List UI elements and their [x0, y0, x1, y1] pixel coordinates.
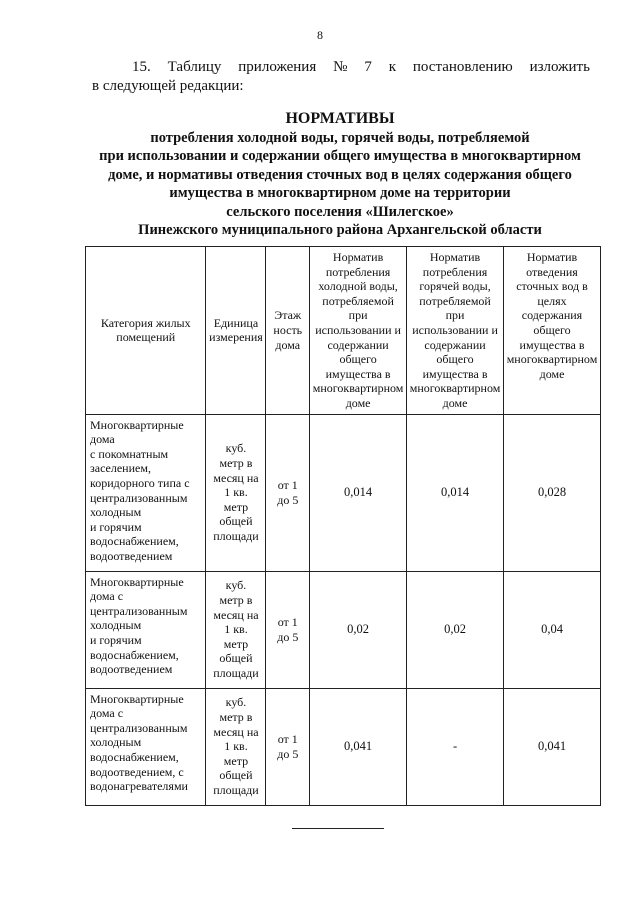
cell-cold-water: 0,041	[310, 688, 407, 805]
intro-paragraph	[92, 58, 590, 96]
cell-unit	[206, 688, 266, 805]
cell-cold-water: 0,02	[310, 571, 407, 688]
cell-unit-line: площади	[213, 529, 259, 544]
cell-unit-line: площади	[213, 783, 259, 798]
cell-category-line: с покомнатным	[90, 446, 169, 461]
header-category: Категория жилых помещений	[86, 247, 206, 415]
cell-category-line: водоснабжением,	[90, 749, 179, 764]
cell-unit-line: месяц на	[213, 724, 259, 739]
cell-category-line: дома	[90, 432, 115, 447]
heading-line: имущества в многоквартирном доме на территории	[169, 185, 511, 201]
heading-line: сельского поселения «Шилегское»	[226, 203, 454, 220]
document-heading	[80, 110, 600, 240]
cell-unit-line: метр в	[219, 456, 253, 471]
header-floors: Этаж ность дома	[266, 247, 310, 415]
cell-category-line: водоснабжением,	[90, 647, 179, 662]
cell-unit	[206, 414, 266, 571]
cell-floors-line: до 5	[277, 492, 299, 507]
cell-sewage: 0,028	[504, 414, 601, 571]
cell-floors-line: от 1	[277, 731, 298, 746]
heading-line: Пинежского муниципального района Архангельской области	[138, 222, 542, 238]
cell-unit-line: метр	[223, 753, 249, 768]
cell-floors	[266, 688, 310, 805]
cell-category-line: Многоквартирные	[90, 691, 184, 706]
cell-floors	[266, 414, 310, 571]
cell-category-line: дома с	[90, 589, 124, 604]
cell-hot-water: 0,02	[407, 571, 504, 688]
cell-floors-line: до 5	[277, 746, 299, 761]
header-cold-water-norm: Норматив потребления холодной воды, потребляемой при использовании и содержании общего имущества в многоквартирном доме	[310, 247, 407, 415]
cell-unit-line: общей	[219, 514, 253, 529]
cell-unit-line: куб.	[225, 695, 247, 710]
cell-floors-line: от 1	[277, 477, 298, 492]
cell-unit-line: куб.	[225, 441, 247, 456]
cell-category-line: Многоквартирные	[90, 574, 184, 589]
cell-unit-line: метр в	[219, 593, 253, 608]
page-number: 8	[317, 28, 323, 42]
cell-hot-water: 0,014	[407, 414, 504, 571]
cell-unit-line: 1 кв.	[224, 739, 248, 754]
cell-unit	[206, 571, 266, 688]
cell-unit-line: общей	[219, 651, 253, 666]
cell-category-line: централизованным	[90, 720, 188, 735]
cell-unit-line: месяц на	[213, 470, 259, 485]
closing-rule	[292, 828, 384, 829]
cell-floors-line: до 5	[277, 629, 299, 644]
cell-floors	[266, 571, 310, 688]
heading-line: доме, и нормативы отведения сточных вод в целях содержания общего	[108, 166, 572, 183]
cell-unit-line: 1 кв.	[224, 485, 248, 500]
intro-word: постановлению	[412, 59, 513, 75]
cell-cold-water: 0,014	[310, 414, 407, 571]
cell-unit-line: метр в	[219, 710, 253, 725]
intro-word: приложения	[238, 59, 317, 75]
cell-category	[86, 414, 206, 571]
cell-category-line: и горячим	[90, 519, 142, 534]
cell-category-line: холодным	[90, 505, 142, 520]
heading-line: потребления холодной воды, горячей воды, потребляемой	[150, 129, 530, 146]
table-header-row	[86, 247, 601, 415]
cell-sewage: 0,04	[504, 571, 601, 688]
table-row	[86, 688, 601, 805]
cell-category-line: централизованным	[90, 490, 188, 505]
cell-unit-line: месяц на	[213, 607, 259, 622]
intro-word: 15.	[132, 59, 151, 75]
table-row	[86, 571, 601, 688]
heading-line: при использовании и содержании общего имущества в многоквартирном	[99, 148, 581, 164]
cell-sewage: 0,041	[504, 688, 601, 805]
cell-floors-line: от 1	[277, 614, 298, 629]
cell-category-line: дома с	[90, 706, 124, 721]
cell-unit-line: метр	[223, 636, 249, 651]
intro-word: изложить	[529, 59, 590, 75]
intro-word: 7	[364, 59, 372, 75]
cell-category-line: холодным	[90, 735, 142, 750]
cell-category-line: водоотведением, с	[90, 764, 184, 779]
cell-hot-water: -	[407, 688, 504, 805]
cell-unit-line: 1 кв.	[224, 622, 248, 637]
cell-unit-line: куб.	[225, 578, 247, 593]
cell-category-line: водоотведением	[90, 548, 173, 563]
cell-category-line: водоотведением	[90, 662, 173, 677]
cell-category	[86, 571, 206, 688]
cell-unit-line: общей	[219, 768, 253, 783]
cell-category-line: холодным	[90, 618, 142, 633]
cell-category-line: коридорного типа с	[90, 475, 190, 490]
intro-line-1	[92, 58, 590, 77]
header-hot-water-norm: Норматив потребления горячей воды, потребляемой при использовании и содержании общего имущества в многоквартирном доме	[407, 247, 504, 415]
cell-unit-line: метр	[223, 499, 249, 514]
cell-category-line: и горячим	[90, 632, 142, 647]
cell-category-line: водонагревателями	[90, 779, 188, 794]
intro-line-2: в следующей редакции:	[92, 78, 244, 94]
cell-category-line: водоснабжением,	[90, 534, 179, 549]
heading-title: НОРМАТИВЫ	[285, 110, 395, 127]
intro-word: Таблицу	[167, 59, 222, 75]
header-sewage-norm: Норматив отведения сточных вод в целях содержания общего имущества в многоквартирном доме	[504, 247, 601, 415]
cell-category-line: заселением,	[90, 461, 151, 476]
cell-category-line: Многоквартирные	[90, 417, 184, 432]
intro-word: №	[333, 59, 348, 75]
cell-category	[86, 688, 206, 805]
cell-unit-line: площади	[213, 666, 259, 681]
norms-table	[85, 246, 601, 806]
table-row	[86, 414, 601, 571]
intro-word: к	[388, 59, 397, 75]
cell-category-line: централизованным	[90, 603, 188, 618]
header-unit: Единица измерения	[206, 247, 266, 415]
